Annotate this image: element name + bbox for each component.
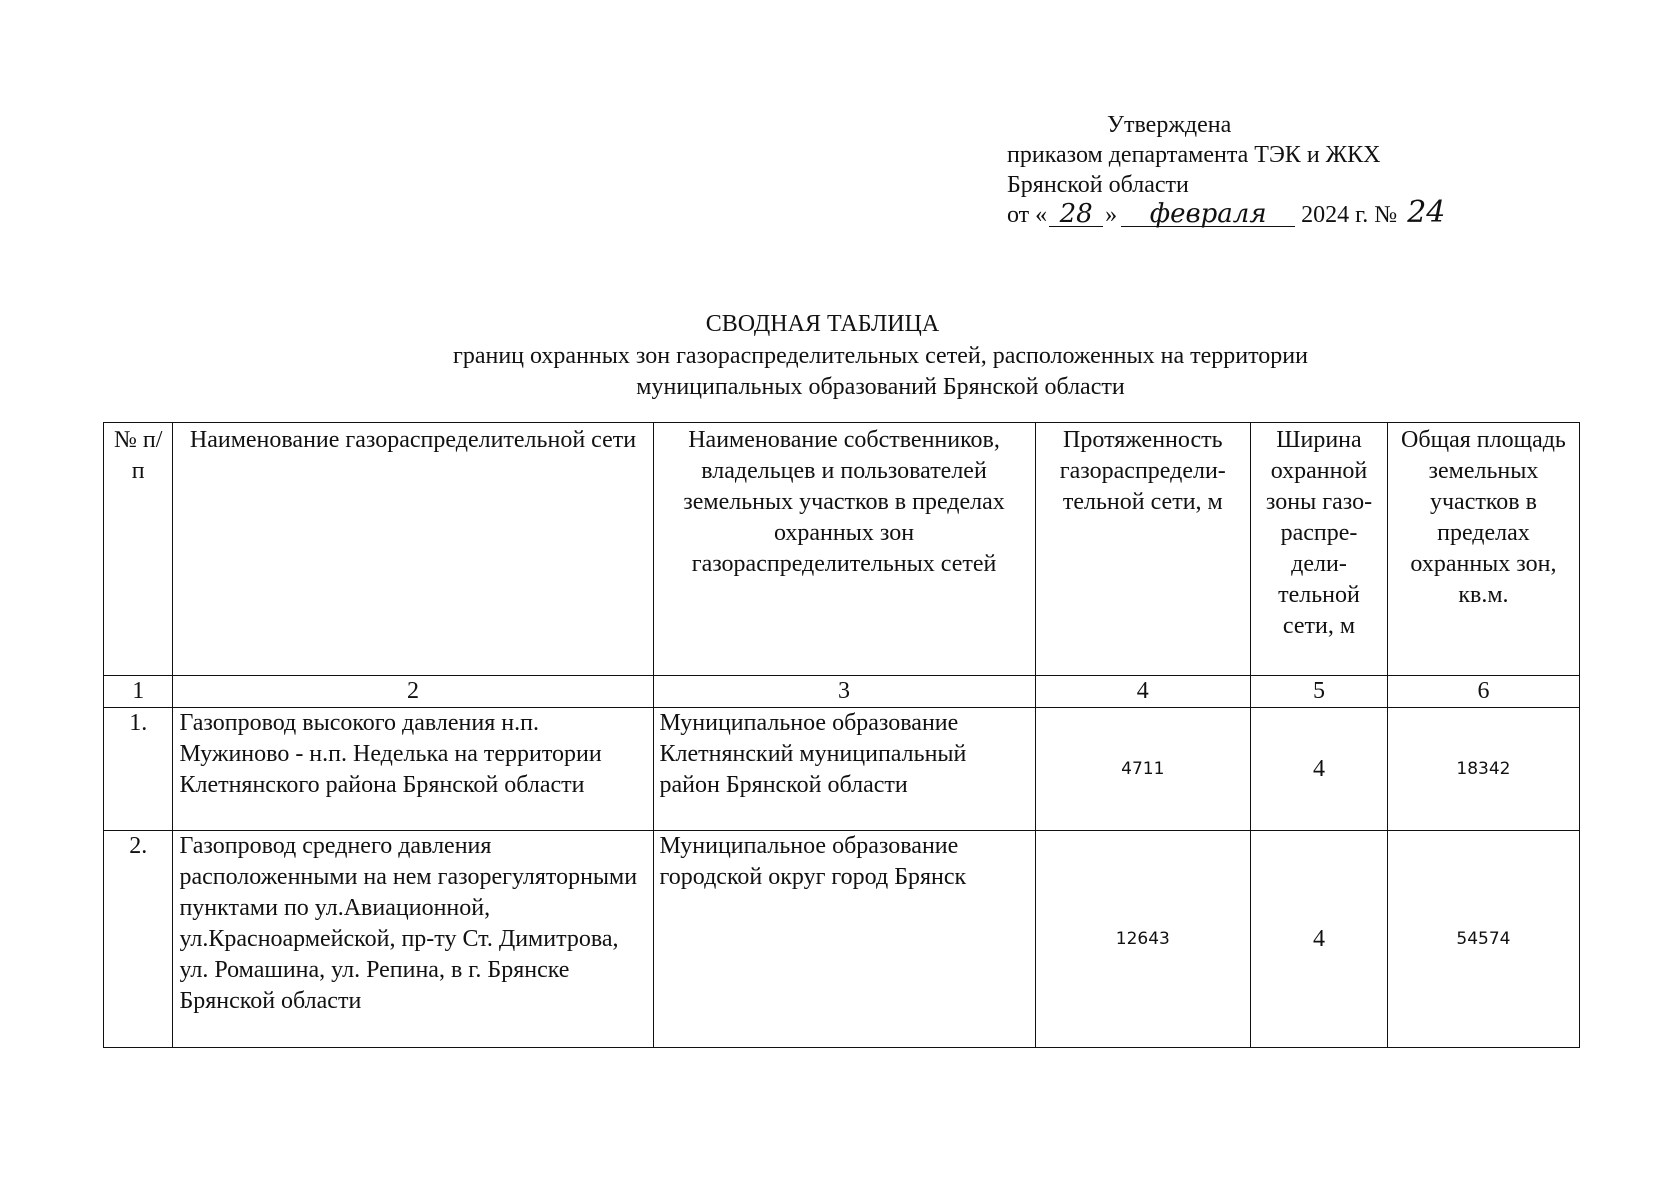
column-number-row bbox=[104, 676, 1580, 708]
row-number: 2. bbox=[104, 831, 173, 1048]
col-header-area: Общая площадь земельных участков в пределах охранных зон, кв.м. bbox=[1387, 423, 1579, 676]
network-name: Газопровод высокого давления н.п. Мужиново - н.п. Неделька на территории Клетнянского района Брянской области bbox=[173, 708, 653, 831]
owner-name: Муниципальное образование городской округ город Брянск bbox=[653, 831, 1035, 1048]
col-header-zone-width: Ширина охранной зоны газо-распре-дели-тельной сети, м bbox=[1251, 423, 1388, 676]
total-area: 54574 bbox=[1387, 831, 1579, 1048]
owner-name: Муниципальное образование Клетнянский муниципальный район Брянской области bbox=[653, 708, 1035, 831]
year-text: 2024 г. № bbox=[1301, 202, 1398, 228]
network-length: 4711 bbox=[1035, 708, 1251, 831]
col-header-number: № п/п bbox=[104, 423, 173, 676]
approval-region-line: Брянской области bbox=[1007, 172, 1189, 198]
col-header-length: Протяженность газораспредели-тельной сети, м bbox=[1035, 423, 1251, 676]
zone-width: 4 bbox=[1251, 831, 1388, 1048]
col-number-5: 5 bbox=[1251, 676, 1388, 708]
col-number-4: 4 bbox=[1035, 676, 1251, 708]
col-number-1: 1 bbox=[104, 676, 173, 708]
network-length: 12643 bbox=[1035, 831, 1251, 1048]
col-header-owners: Наименование собственников, владельцев и пользователей земельных участков в пределах охранных зон газораспределительных сетей bbox=[653, 423, 1035, 676]
table-row bbox=[104, 831, 1580, 1048]
approval-block bbox=[1007, 110, 1445, 230]
document-title: СВОДНАЯ ТАБЛИЦА bbox=[705, 311, 940, 337]
approval-date-line bbox=[1007, 195, 1446, 230]
col-number-6: 6 bbox=[1387, 676, 1579, 708]
total-area: 18342 bbox=[1387, 708, 1579, 831]
date-prefix: от « bbox=[1007, 202, 1048, 228]
handwritten-order-number: 24 bbox=[1407, 195, 1446, 230]
col-number-3: 3 bbox=[653, 676, 1035, 708]
table-row bbox=[104, 708, 1580, 831]
col-number-2: 2 bbox=[173, 676, 653, 708]
document-subtitle-line2: муниципальных образований Брянской области bbox=[636, 374, 1125, 400]
network-name: Газопровод среднего давления расположенными на нем газорегуляторными пунктами по ул.Авиационной, ул.Красноармейской, пр-ту Ст. Димитрова, ул. Ромашина, ул. Репина, в г. Брянске Брянской области bbox=[173, 831, 653, 1048]
col-header-network: Наименование газораспределительной сети bbox=[173, 423, 653, 676]
handwritten-day: 28 bbox=[1049, 202, 1103, 227]
approval-order-line: приказом департамента ТЭК и ЖКХ bbox=[1007, 142, 1381, 168]
approval-heading: Утверждена bbox=[1107, 112, 1232, 138]
date-mid: » bbox=[1105, 202, 1118, 228]
summary-table bbox=[103, 422, 1580, 1048]
zone-width: 4 bbox=[1251, 708, 1388, 831]
header-row bbox=[104, 423, 1580, 676]
document-subtitle-line1: границ охранных зон газораспределительных сетей, расположенных на территории bbox=[453, 343, 1308, 369]
handwritten-month: февраля bbox=[1121, 202, 1295, 227]
row-number: 1. bbox=[104, 708, 173, 831]
